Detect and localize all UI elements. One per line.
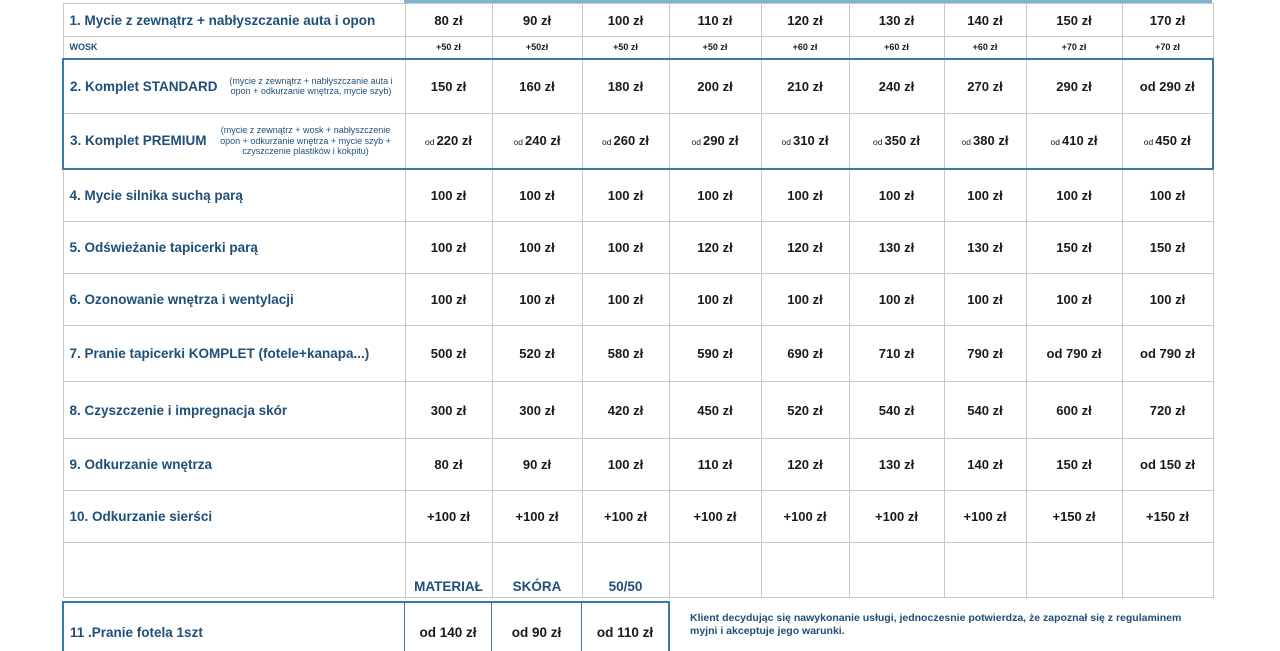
service-name: 10. Odkurzanie sierści — [69, 509, 213, 524]
price-cell — [405, 37, 492, 59]
price-value: 150 zł — [1056, 457, 1092, 472]
price-cell — [1026, 59, 1122, 114]
price-cell — [405, 222, 492, 274]
price-value: +60 zł — [884, 42, 909, 53]
price-value: 100 zł — [967, 187, 1003, 203]
price-prefix: od — [1143, 137, 1154, 148]
price-value: 290 zł — [1056, 78, 1092, 94]
price-value: 790 zł — [967, 346, 1003, 361]
price-value: 140 zł — [967, 12, 1003, 28]
price-value: 290 zł — [703, 133, 739, 149]
price-cell — [944, 222, 1026, 274]
price-cell — [849, 4, 944, 37]
price-prefix: od — [873, 137, 883, 148]
price-value: 100 zł — [878, 292, 915, 307]
terms-notice: Klient decydując się nawykonanie usługi, jednoczesnie potwierdza, że zapoznał się z regulaminem myjni i akceptuje jego warunki. — [690, 612, 1182, 637]
price-cell — [1026, 169, 1122, 222]
price-cell — [492, 37, 582, 59]
price-cell — [849, 222, 944, 274]
empty-cell — [1122, 543, 1213, 598]
price-value: 120 zł — [697, 240, 733, 255]
service-name: 2. Komplet STANDARD — [70, 78, 218, 94]
price-cell — [849, 114, 944, 169]
price-value: 80 zł — [434, 12, 463, 28]
price-prefix: od — [691, 137, 702, 148]
price-value: 100 zł — [430, 292, 467, 307]
price-value: 380 zł — [973, 133, 1009, 149]
price-cell — [1122, 491, 1213, 543]
price-value: 520 zł — [787, 402, 823, 418]
price-value: 450 zł — [1155, 133, 1191, 149]
price-cell — [849, 37, 944, 59]
price-value: 100 zł — [878, 187, 915, 203]
price-value: od 290 zł — [1139, 78, 1195, 94]
price-cell — [944, 326, 1026, 382]
price-cell — [1026, 326, 1122, 382]
price-value: 100 zł — [1056, 187, 1092, 203]
price-cell — [849, 59, 944, 114]
empty-cell — [1026, 543, 1122, 598]
price-cell — [669, 114, 761, 169]
material-label: SKÓRA — [492, 543, 582, 598]
price-value: 310 zł — [793, 133, 829, 149]
price-value: 100 zł — [1056, 292, 1092, 307]
price-cell — [761, 326, 849, 382]
price-prefix: od — [781, 137, 792, 148]
price-cell — [669, 439, 761, 491]
price-cell — [492, 439, 582, 491]
price-value: 130 zł — [967, 240, 1003, 255]
price-cell — [761, 491, 849, 543]
empty-cell — [761, 543, 849, 598]
price-cell — [492, 59, 582, 114]
table-row — [63, 59, 1213, 114]
price-cell — [405, 382, 492, 439]
price-cell — [669, 59, 761, 114]
price-value: +100 zł — [783, 509, 827, 524]
price-value: 500 zł — [430, 346, 467, 361]
price-cell — [582, 491, 669, 543]
price-cell — [1026, 274, 1122, 326]
price-value: 100 zł — [1149, 292, 1186, 307]
price-cell — [944, 114, 1026, 169]
price-value: 260 zł — [613, 133, 649, 149]
price-value: 450 zł — [697, 402, 733, 418]
price-value: +100 zł — [603, 509, 647, 524]
price-value: +100 zł — [963, 509, 1007, 524]
price-value: 120 zł — [787, 457, 823, 472]
empty-cell — [849, 543, 944, 598]
price-value: 300 zł — [519, 402, 555, 418]
price-value: 100 zł — [697, 187, 733, 203]
price-value: +50zł — [525, 42, 549, 53]
service-cell — [63, 4, 405, 37]
price-cell — [405, 274, 492, 326]
price-value: 240 zł — [878, 78, 915, 94]
service-cell — [63, 382, 405, 439]
service-name: 1. Mycie z zewnątrz + nabłyszczanie auta i opon — [69, 12, 376, 28]
price-cell — [761, 439, 849, 491]
price-value: 90 zł — [522, 12, 552, 28]
price-value: 520 zł — [519, 346, 555, 361]
price-value: 350 zł — [884, 133, 920, 149]
price-cell — [761, 4, 849, 37]
table-row — [63, 274, 1213, 326]
service-cell — [63, 222, 405, 274]
row-11-price-5050: od 110 zł — [596, 625, 654, 640]
price-cell — [405, 59, 492, 114]
row-11-name: 11 .Pranie fotela 1szt — [70, 625, 203, 640]
price-value: 590 zł — [697, 346, 733, 361]
price-value: 220 zł — [436, 133, 472, 149]
price-cell — [849, 439, 944, 491]
service-cell — [63, 59, 405, 114]
price-cell — [492, 222, 582, 274]
price-cell — [944, 439, 1026, 491]
price-cell — [492, 169, 582, 222]
service-name: 3. Komplet PREMIUM — [70, 133, 207, 149]
price-cell — [669, 274, 761, 326]
price-table — [62, 3, 1214, 598]
price-cell — [405, 326, 492, 382]
price-cell — [582, 4, 669, 37]
price-cell — [944, 169, 1026, 222]
price-cell — [1122, 4, 1213, 37]
price-prefix: od — [513, 137, 524, 148]
price-cell — [492, 326, 582, 382]
price-cell — [582, 326, 669, 382]
price-value: 210 zł — [787, 78, 823, 94]
price-value: 150 zł — [430, 78, 467, 94]
price-cell — [582, 439, 669, 491]
price-value: od 150 zł — [1140, 457, 1195, 472]
price-cell — [582, 37, 669, 59]
price-value: 720 zł — [1149, 402, 1186, 418]
price-value: +100 zł — [874, 509, 918, 524]
price-value: 100 zł — [430, 240, 467, 255]
row-11-box — [62, 601, 670, 651]
price-value: +70 zł — [1061, 42, 1087, 53]
price-prefix: od — [425, 137, 435, 148]
table-row — [63, 382, 1213, 439]
price-value: 600 zł — [1056, 402, 1092, 418]
price-value: 130 zł — [878, 457, 915, 472]
price-value: 300 zł — [430, 402, 467, 418]
price-value: 100 zł — [787, 292, 823, 307]
price-cell — [582, 274, 669, 326]
price-cell — [1026, 382, 1122, 439]
price-value: 580 zł — [607, 346, 644, 361]
price-cell — [1026, 222, 1122, 274]
price-value: 120 zł — [787, 12, 823, 28]
empty-cell — [944, 543, 1026, 598]
price-value: 100 zł — [519, 187, 555, 203]
price-value: 100 zł — [607, 240, 644, 255]
price-value: od 790 zł — [1140, 346, 1195, 361]
price-value: 100 zł — [430, 187, 467, 203]
service-name: WOSK — [69, 42, 98, 53]
row-11-price-skora: od 90 zł — [511, 625, 562, 640]
price-cell — [669, 491, 761, 543]
price-value: +150 zł — [1052, 509, 1096, 524]
price-cell — [669, 222, 761, 274]
price-cell — [492, 274, 582, 326]
price-cell — [849, 274, 944, 326]
empty-cell — [63, 543, 405, 598]
service-name: 5. Odświeżanie tapicerki parą — [69, 240, 258, 255]
price-value: +150 zł — [1145, 509, 1189, 524]
price-cell — [1122, 114, 1213, 169]
price-value: 100 zł — [519, 240, 555, 255]
price-cell — [944, 274, 1026, 326]
service-cell — [63, 114, 405, 169]
service-cell — [63, 326, 405, 382]
price-value: 100 zł — [607, 292, 644, 307]
table-row — [63, 439, 1213, 491]
row-11-price-material: od 140 zł — [419, 625, 477, 640]
table-row — [63, 222, 1213, 274]
price-cell — [405, 114, 492, 169]
price-cell — [761, 114, 849, 169]
price-value: 140 zł — [967, 457, 1003, 472]
price-value: 100 zł — [697, 292, 733, 307]
price-value: 540 zł — [878, 402, 915, 418]
price-cell — [761, 382, 849, 439]
price-cell — [582, 222, 669, 274]
price-cell — [405, 169, 492, 222]
price-cell — [582, 382, 669, 439]
price-cell — [492, 491, 582, 543]
price-value: 420 zł — [607, 402, 644, 418]
material-label: 50/50 — [582, 543, 669, 598]
price-value: 100 zł — [787, 187, 823, 203]
price-cell — [669, 4, 761, 37]
price-value: 100 zł — [967, 292, 1003, 307]
price-prefix: od — [602, 137, 612, 148]
price-cell — [944, 37, 1026, 59]
price-value: +100 zł — [515, 509, 559, 524]
price-value: 130 zł — [878, 240, 915, 255]
price-cell — [405, 439, 492, 491]
price-cell — [492, 382, 582, 439]
service-cell — [63, 491, 405, 543]
price-value: +60 zł — [972, 42, 998, 53]
service-cell — [63, 439, 405, 491]
price-value: 240 zł — [525, 133, 561, 149]
price-cell — [669, 37, 761, 59]
price-cell — [944, 491, 1026, 543]
price-value: +100 zł — [426, 509, 470, 524]
service-cell — [63, 274, 405, 326]
price-value: 90 zł — [522, 457, 552, 472]
price-cell — [849, 382, 944, 439]
price-prefix: od — [1050, 137, 1061, 148]
price-cell — [1122, 439, 1213, 491]
price-value: 150 zł — [1149, 240, 1186, 255]
service-name: 6. Ozonowanie wnętrza i wentylacji — [69, 292, 294, 307]
price-value: 200 zł — [697, 78, 733, 94]
price-value: 180 zł — [607, 78, 644, 94]
price-cell — [1122, 59, 1213, 114]
table-row — [63, 169, 1213, 222]
price-cell — [849, 169, 944, 222]
price-value: 100 zł — [519, 292, 555, 307]
price-value: 100 zł — [1149, 187, 1186, 203]
service-cell — [63, 37, 405, 59]
price-value: 170 zł — [1149, 12, 1186, 28]
price-cell — [761, 59, 849, 114]
material-labels-row — [63, 543, 1213, 598]
price-value: 100 zł — [607, 457, 644, 472]
price-cell — [761, 222, 849, 274]
price-cell — [582, 59, 669, 114]
price-cell — [405, 491, 492, 543]
table-row — [63, 114, 1213, 169]
price-value: 110 zł — [697, 457, 733, 472]
table-row — [63, 326, 1213, 382]
price-value: 150 zł — [1056, 12, 1092, 28]
service-name: 4. Mycie silnika suchą parą — [69, 187, 243, 203]
price-cell — [582, 169, 669, 222]
price-cell — [1122, 274, 1213, 326]
price-cell — [582, 114, 669, 169]
service-note: (mycie z zewnątrz + wosk + nabłyszczenie opon + odkurzanie wnętrza + mycie szyb + czyszczenie plastików i kokpitu) — [220, 125, 391, 156]
table-row — [63, 4, 1213, 37]
price-cell — [1026, 439, 1122, 491]
price-cell — [1122, 382, 1213, 439]
price-cell — [1122, 169, 1213, 222]
service-note: (mycie z zewnątrz + nabłyszczanie auta i opon + odkurzanie wnętrza, mycie szyb) — [229, 75, 393, 97]
price-cell — [761, 274, 849, 326]
price-value: +50 zł — [702, 42, 728, 53]
price-cell — [1122, 37, 1213, 59]
price-value: +50 zł — [436, 42, 461, 53]
price-value: +70 zł — [1155, 42, 1180, 53]
price-value: 160 zł — [519, 78, 555, 94]
price-value: 120 zł — [787, 240, 823, 255]
price-cell — [849, 491, 944, 543]
empty-cell — [669, 543, 761, 598]
price-cell — [669, 169, 761, 222]
price-cell — [849, 326, 944, 382]
service-name: 7. Pranie tapicerki KOMPLET (fotele+kanapa...) — [69, 346, 370, 361]
table-row — [63, 491, 1213, 543]
price-cell — [492, 114, 582, 169]
price-value: 130 zł — [878, 12, 915, 28]
service-name: 9. Odkurzanie wnętrza — [69, 457, 213, 472]
price-value: 690 zł — [787, 346, 823, 361]
price-value: 150 zł — [1056, 240, 1092, 255]
price-value: 100 zł — [607, 12, 644, 28]
price-cell — [1026, 37, 1122, 59]
price-cell — [1026, 491, 1122, 543]
service-cell — [63, 169, 405, 222]
price-value: 110 zł — [697, 12, 733, 28]
price-cell — [669, 326, 761, 382]
service-name: 8. Czyszczenie i impregnacja skór — [69, 402, 288, 418]
material-label: MATERIAŁ — [405, 543, 492, 598]
price-cell — [405, 4, 492, 37]
price-value: +50 zł — [613, 42, 638, 53]
price-value: 710 zł — [878, 346, 915, 361]
price-value: 80 zł — [434, 457, 463, 472]
price-prefix: od — [961, 137, 972, 148]
price-value: 270 zł — [967, 78, 1003, 94]
price-cell — [761, 37, 849, 59]
price-value: 100 zł — [607, 187, 644, 203]
price-cell — [944, 4, 1026, 37]
price-value: 540 zł — [967, 402, 1003, 418]
price-value: +100 zł — [693, 509, 737, 524]
price-value: 410 zł — [1062, 133, 1098, 149]
price-cell — [1026, 4, 1122, 37]
price-cell — [1026, 114, 1122, 169]
price-cell — [1122, 326, 1213, 382]
table-row — [63, 37, 1213, 59]
price-cell — [669, 382, 761, 439]
price-cell — [761, 169, 849, 222]
price-value: od 790 zł — [1046, 346, 1102, 361]
price-cell — [1122, 222, 1213, 274]
price-cell — [944, 59, 1026, 114]
price-cell — [944, 382, 1026, 439]
price-value: +60 zł — [792, 42, 818, 53]
price-cell — [492, 4, 582, 37]
